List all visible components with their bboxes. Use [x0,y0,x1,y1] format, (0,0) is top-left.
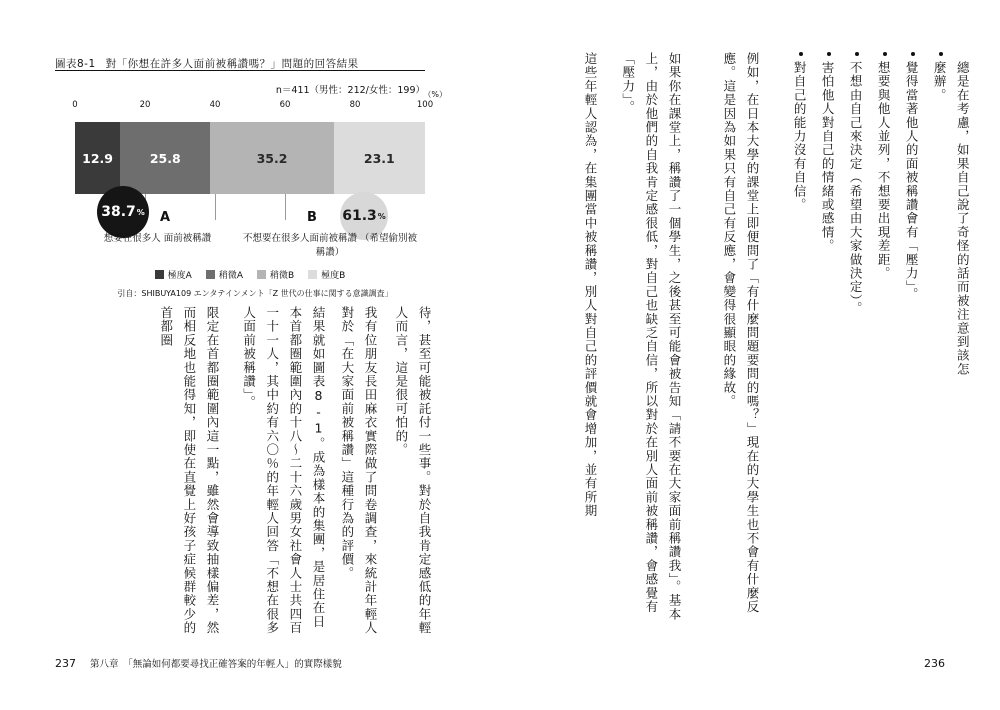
callout-bubble-a [97,186,149,238]
bullet-dot-icon [855,52,859,56]
axis-tick-60: 60 [279,100,291,110]
callout-b-percent-unit: % [377,211,386,221]
right-page [520,0,1000,710]
gridline-60 [285,194,286,220]
bullet-item-5 [816,52,842,382]
callout-b-percent: 61.3 [342,208,377,224]
left-body-paragraph-1: 待，甚至可能被託付一些事。對於自我肯定感低的年輕人而言，這是很可怕的。 [393,306,432,635]
legend-label-2: 稍微A [218,271,243,281]
bullet-text-5: 害怕他人對自己的情緒或感情。 [820,61,836,253]
stacked-bar [75,122,425,194]
axis-tick-20: 20 [139,100,151,110]
callout-letter-b: B [307,210,317,225]
axis-tick-100: 100 [416,100,434,110]
right-paragraph-1: 例如，在日本大學的課堂上即便問了「有什麼問題要問的嗎？」現在的大學生也不會有什麼反應。這是因為如果只有自己有反應，會變得很顯眼的緣故。 [721,52,760,614]
left-body-paragraph-2: 我有位朋友長田麻衣實際做了問卷調查，來統計年輕人對於「在大家面前被稱讚」這種行為的評價。 [339,306,378,635]
bullet-item-1 [928,52,971,382]
left-body-paragraph-3: 結果就如圖表8-1。成為樣本的集團，是居住在日本首都圈範圍內的十八～二十六歲男女社會人士共四百一十一人，其中約有六〇％的年輕人回答「不想在很多人面前被稱讚」。 [241,306,326,635]
bullet-text-3: 想要與他人並列，不想要出現差距。 [876,61,892,281]
legend-label-4: 極度B [321,271,346,281]
sample-size-note: n＝411（男性：212/女性：199） [275,85,425,96]
bar-segment-4: 23.1 [334,122,425,194]
legend-item-4 [308,268,345,281]
bullet-text-2: 覺得當著他人的面被稱讚會有「壓力」。 [904,61,920,302]
bullet-item-2 [900,52,926,382]
legend-label-3: 稍微B [269,271,295,281]
left-page-footer [55,656,342,670]
bullet-dot-icon [883,52,887,56]
bullet-item-3 [872,52,898,382]
left-chapter-title: 第八章 「無論如何都要尋找正確答案的年輕人」的實際樣貌 [90,659,342,670]
bar-segment-2: 25.8 [120,122,210,194]
bullet-dot-icon [911,52,915,56]
callout-letter-a: A [160,210,171,225]
right-paragraph-2: 如果你在課堂上，稱讚了一個學生，之後甚至可能會被告知「請不要在大家面前稱讚我」。基本上，由於他們的自我肯定感很低，對自己也缺乏自信，所以對於在別人面前被稱讚，會感覺有「壓力」。 [620,52,682,622]
axis-tick-40: 40 [209,100,221,110]
figure-number: 圖表8-1 [55,58,96,70]
bar-segment-3: 35.2 [210,122,333,194]
bullet-item-4 [844,52,870,382]
legend-label-1: 極度A [167,271,192,281]
bullet-dot-icon [827,52,831,56]
legend-swatch-3 [257,270,266,279]
figure-caption [55,56,359,71]
right-page-number: 236 [924,657,945,670]
legend-item-2 [206,268,243,281]
legend-swatch-4 [308,270,317,279]
bullet-text-4: 不想由自己來決定（希望由大家做決定）。 [848,61,864,316]
legend-swatch-1 [155,270,164,279]
legend-swatch-2 [206,270,215,279]
axis-tick-80: 80 [349,100,361,110]
bullet-text-1: 總是在考慮，如果自己說了奇怪的話而被注意到該怎麼辦。 [932,61,971,377]
bullet-item-6 [788,52,814,382]
axis-tick-0: 0 [72,100,78,110]
callout-a-percent-unit: % [136,207,145,217]
left-body-paragraph-4: 限定在首都圈範圍內這一點，雖然會導致抽樣偏差，然而相反地也能得知，即使在直覺上好孩子症候群較少的首都圈 [158,306,220,635]
legend-item-3 [257,268,294,281]
figure-source: 引自：SHIBUYA109 エンタテインメント「Z 世代の仕事に関する意識調査」 [117,289,393,298]
callout-text-a: 想要在很多人 面前被稱讚 [103,233,212,244]
gridline-40 [215,194,216,220]
left-page-number: 237 [55,657,76,670]
axis-unit-label: （%） [423,90,447,99]
caption-rule [55,70,425,71]
right-paragraph-3: 這些年輕人認為，在集團當中被稱讚，別人對自己的評價就會增加，並有所期 [583,52,598,518]
legend-item-1 [155,268,192,281]
bar-segment-1: 12.9 [75,122,120,194]
bullet-dot-icon [799,52,803,56]
bullet-dot-icon [939,52,943,56]
bullet-text-6: 對自己的能力沒有自信。 [792,61,808,212]
chart-legend [75,268,425,281]
figure-title: 對「你想在許多人面前被稱讚嗎？」問題的回答結果 [105,58,359,70]
callout-text-b: 不想要在很多人面前被稱讚 （希望偷別被稱讚） [242,233,418,258]
callout-a-percent: 38.7 [101,204,136,220]
